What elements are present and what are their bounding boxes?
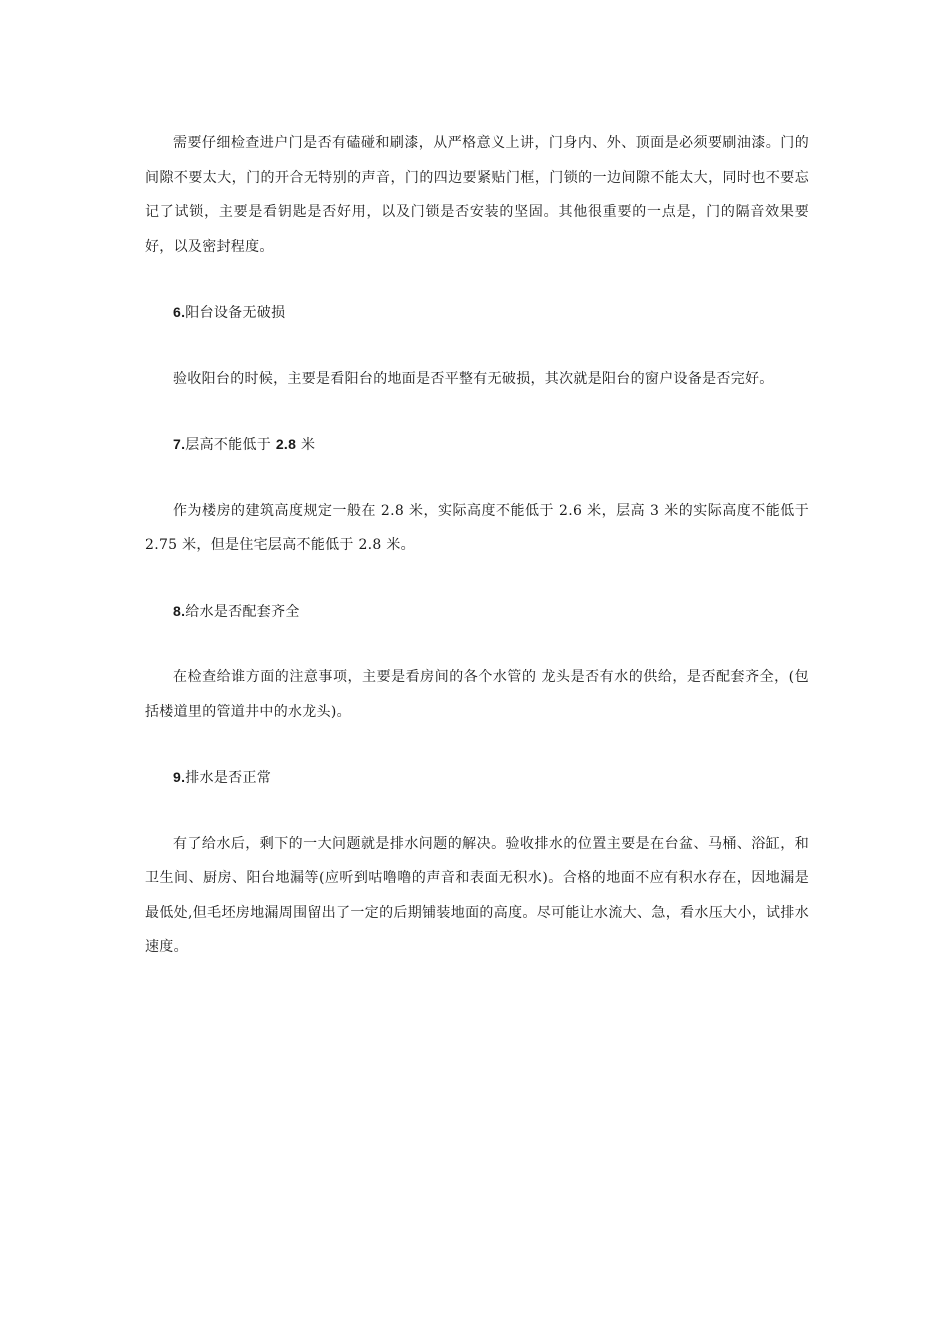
section-title-value: 2.8 [275,436,297,452]
intro-paragraph: 需要仔细检查进户门是否有磕碰和刷漆，从严格意义上讲，门身内、外、顶面是必须要刷油漆。门的间隙不要太大，门的开合无特别的声音，门的四边要紧贴门框，门锁的一边间隙不能太大，同时也不要忘记了试锁，主要是看钥匙是否好用，以及门锁是否安装的坚固。其他很重要的一点是，门的隔音效果要好，以及密封程度。 [145,135,809,255]
document-body [145,126,809,965]
section-heading-9 [145,760,809,796]
section-body-7: 作为楼房的建筑高度规定一般在 2.8 米，实际高度不能低于 2.6 米，层高 3 米的实际高度不能低于 2.75 米，但是住宅层高不能低于 2.8 米。 [145,502,809,553]
spacer [145,463,809,494]
section-number: 8. [173,602,186,619]
section-body-6: 验收阳台的时候，主要是看阳台的地面是否平整有无破损，其次就是阳台的窗户设备是否完好。 [173,370,774,387]
spacer [145,264,809,295]
section-title-suffix: 米 [296,437,316,453]
section-body-8: 在检查给谁方面的注意事项，主要是看房间的各个水管的 龙头是否有水的供给，是否配套齐全，(包括楼道里的管道井中的水龙头)。 [145,669,809,720]
section-title: 阳台设备无破损 [185,305,286,321]
section-number: 6. [173,304,186,320]
section-heading-7 [145,427,809,463]
section-body-9: 有了给水后，剩下的一大问题就是排水问题的解决。验收排水的位置主要是在台盆、马桶、浴缸，和卫生间、厨房、阳台地漏等(应听到咕噜噜的声音和表面无积水)。合格的地面不应有积水存在，因地漏是最低处,但毛坯房地漏周围留出了一定的后期铺装地面的高度。尽可能让水流大、急，看水压大小，试排水速度。 [145,835,809,955]
section-number: 9. [173,769,186,785]
spacer [145,629,809,660]
spacer [145,796,809,827]
spacer [145,331,809,362]
spacer [145,563,809,594]
section-title: 给水是否配套齐全 [185,603,300,620]
section-number: 7. [173,436,186,452]
section-heading-6 [145,295,809,331]
section-heading-8 [145,594,809,630]
section-title: 排水是否正常 [185,770,272,786]
spacer [145,729,809,760]
section-title: 层高不能低于 [185,437,276,453]
spacer [145,396,809,427]
